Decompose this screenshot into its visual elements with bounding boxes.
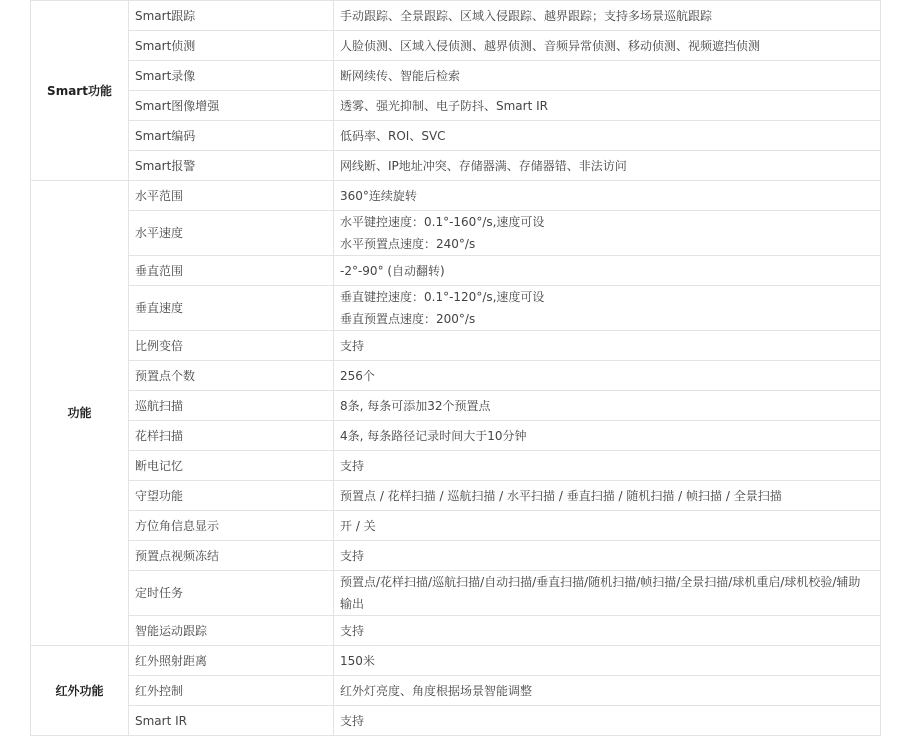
spec-value-line: -2°-90° (自动翻转) — [340, 263, 445, 278]
spec-value-line: 4条, 每条路径记录时间大于10分钟 — [340, 428, 527, 443]
spec-value — [334, 286, 881, 331]
spec-label: Smart图像增强 — [129, 91, 334, 121]
spec-value — [334, 481, 881, 511]
spec-value — [334, 421, 881, 451]
table-row — [31, 421, 881, 451]
spec-value — [334, 61, 881, 91]
spec-label: Smart侦测 — [129, 31, 334, 61]
spec-value — [334, 1, 881, 31]
spec-label: Smart报警 — [129, 151, 334, 181]
spec-value-line: 360°连续旋转 — [340, 188, 417, 203]
spec-label: Smart IR — [129, 706, 334, 736]
table-row — [31, 361, 881, 391]
table-row — [31, 91, 881, 121]
table-row — [31, 616, 881, 646]
spec-value-line: 支持 — [340, 458, 365, 473]
spec-label: 预置点视频冻结 — [129, 541, 334, 571]
spec-label: 比例变倍 — [129, 331, 334, 361]
group-name: 红外功能 — [31, 646, 129, 736]
group-name: Smart功能 — [31, 1, 129, 181]
spec-value-line: 支持 — [340, 713, 365, 728]
spec-label: 定时任务 — [129, 571, 334, 616]
spec-value — [334, 706, 881, 736]
spec-value-line: 网线断、IP地址冲突、存储器满、存储器错、非法访问 — [340, 158, 627, 173]
spec-label: 断电记忆 — [129, 451, 334, 481]
spec-label: 花样扫描 — [129, 421, 334, 451]
table-row — [31, 151, 881, 181]
spec-label: 垂直速度 — [129, 286, 334, 331]
spec-label: Smart跟踪 — [129, 1, 334, 31]
spec-value — [334, 331, 881, 361]
spec-label: 红外控制 — [129, 676, 334, 706]
spec-value — [334, 391, 881, 421]
spec-label: 水平范围 — [129, 181, 334, 211]
table-row — [31, 211, 881, 256]
spec-value-line: 预置点/花样扫描/巡航扫描/自动扫描/垂直扫描/随机扫描/帧扫描/全景扫描/球机重启/球机校验/辅助 — [340, 575, 861, 589]
table-row — [31, 676, 881, 706]
table-row — [31, 61, 881, 91]
table-row — [31, 481, 881, 511]
table-row — [31, 541, 881, 571]
spec-value-line: 水平键控速度：0.1°-160°/s,速度可设 — [340, 215, 545, 229]
spec-table — [30, 0, 881, 736]
spec-value-line: 预置点 / 花样扫描 / 巡航扫描 / 水平扫描 / 垂直扫描 / 随机扫描 / 帧扫描 / 全景扫描 — [340, 488, 782, 503]
table-row — [31, 286, 881, 331]
spec-value-line: 人脸侦测、区域入侵侦测、越界侦测、音频异常侦测、移动侦测、视频遮挡侦测 — [340, 38, 761, 53]
table-row — [31, 451, 881, 481]
spec-label: 巡航扫描 — [129, 391, 334, 421]
spec-value — [334, 541, 881, 571]
spec-value-line: 输出 — [340, 597, 365, 611]
spec-label: 守望功能 — [129, 481, 334, 511]
spec-value-line: 8条, 每条可添加32个预置点 — [340, 398, 491, 413]
group-name: 功能 — [31, 181, 129, 646]
spec-label: 方位角信息显示 — [129, 511, 334, 541]
spec-value-line: 256个 — [340, 368, 375, 383]
table-row — [31, 121, 881, 151]
spec-value-line: 红外灯亮度、角度根据场景智能调整 — [340, 683, 533, 698]
table-row — [31, 571, 881, 616]
spec-value-line: 支持 — [340, 338, 365, 353]
spec-value-line: 垂直键控速度：0.1°-120°/s,速度可设 — [340, 290, 545, 304]
table-row — [31, 331, 881, 361]
spec-table-body — [31, 1, 881, 736]
spec-value-line: 手动跟踪、全景跟踪、区域入侵跟踪、越界跟踪；支持多场景巡航跟踪 — [340, 8, 713, 23]
spec-value — [334, 451, 881, 481]
spec-label: 预置点个数 — [129, 361, 334, 391]
spec-label: Smart编码 — [129, 121, 334, 151]
spec-label: Smart录像 — [129, 61, 334, 91]
table-row — [31, 646, 881, 676]
table-row — [31, 256, 881, 286]
spec-value-line: 支持 — [340, 623, 365, 638]
spec-label: 智能运动跟踪 — [129, 616, 334, 646]
spec-value — [334, 511, 881, 541]
spec-value-line: 开 / 关 — [340, 518, 376, 533]
spec-value-line: 垂直预置点速度：200°/s — [340, 312, 476, 326]
spec-value — [334, 256, 881, 286]
table-row — [31, 181, 881, 211]
spec-value-line: 断网续传、智能后检索 — [340, 68, 461, 83]
spec-value — [334, 211, 881, 256]
spec-value-line: 透雾、强光抑制、电子防抖、Smart IR — [340, 98, 548, 113]
table-row — [31, 391, 881, 421]
table-row — [31, 31, 881, 61]
spec-value — [334, 91, 881, 121]
table-row — [31, 1, 881, 31]
spec-value — [334, 181, 881, 211]
spec-value — [334, 646, 881, 676]
spec-value-line: 支持 — [340, 548, 365, 563]
spec-value — [334, 616, 881, 646]
table-row — [31, 511, 881, 541]
spec-value — [334, 361, 881, 391]
spec-value — [334, 676, 881, 706]
spec-value — [334, 571, 881, 616]
spec-value — [334, 121, 881, 151]
spec-value-line: 低码率、ROI、SVC — [340, 128, 446, 143]
spec-value-line: 150米 — [340, 653, 375, 668]
spec-value — [334, 151, 881, 181]
spec-value — [334, 31, 881, 61]
table-row — [31, 706, 881, 736]
spec-label: 垂直范围 — [129, 256, 334, 286]
spec-value-line: 水平预置点速度：240°/s — [340, 237, 476, 251]
spec-label: 水平速度 — [129, 211, 334, 256]
spec-label: 红外照射距离 — [129, 646, 334, 676]
